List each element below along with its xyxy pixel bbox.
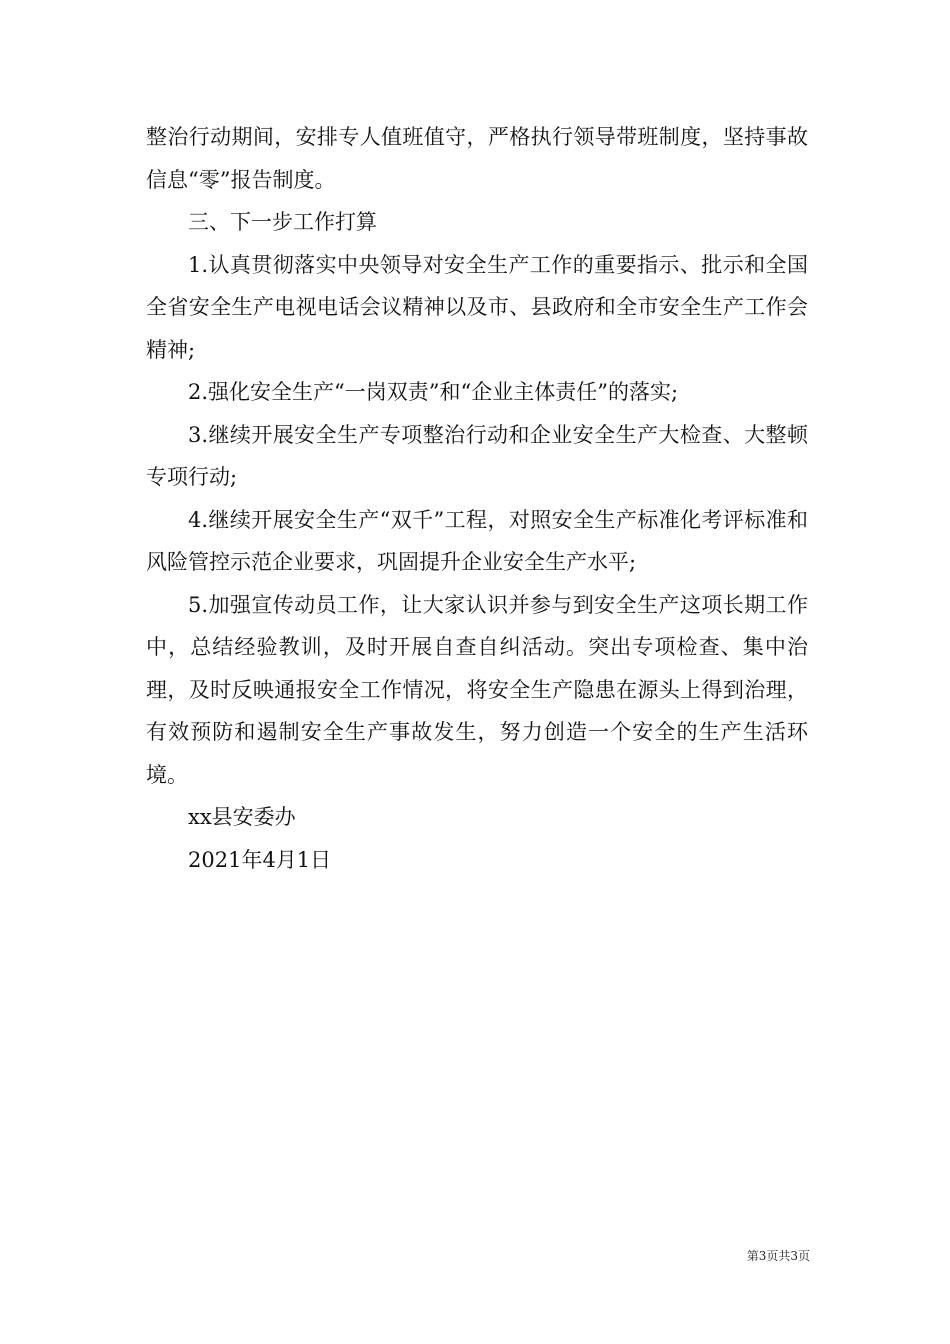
signature-organization: xx县安委办 <box>188 805 296 829</box>
signature-date: 2021年4月1日 <box>188 847 332 872</box>
list-item-1: 1.认真贯彻落实中央领导对安全生产工作的重要指示、批示和全国全省安全生产电视电话会议精神以及市、县政府和全市安全生产工作会精神; <box>146 252 808 362</box>
document-body <box>146 116 808 881</box>
list-item-4: 4.继续开展安全生产“双千”工程，对照安全生产标准化考评标准和风险管控示范企业要求，巩固提升企业安全生产水平; <box>146 507 808 574</box>
section-heading-next-steps: 三、下一步工作打算 <box>188 210 377 234</box>
page-number-footer: 第3页共3页 <box>746 1249 810 1263</box>
paragraph-continuation: 整治行动期间，安排专人值班值守，严格执行领导带班制度，坚持事故信息“零”报告制度。 <box>146 125 808 192</box>
list-item-5: 5.加强宣传动员工作，让大家认识并参与到安全生产这项长期工作中，总结经验教训，及时开展自查自纠活动。突出专项检查、集中治理，及时反映通报安全工作情况，将安全生产隐患在源头上得到治理，有效预防和遏制安全生产事故发生，努力创造一个安全的生产生活环境。 <box>146 592 808 787</box>
list-item-3: 3.继续开展安全生产专项整治行动和企业安全生产大检查、大整顿专项行动; <box>146 422 808 489</box>
list-item-2: 2.强化安全生产“一岗双责”和“企业主体责任”的落实; <box>188 380 679 404</box>
